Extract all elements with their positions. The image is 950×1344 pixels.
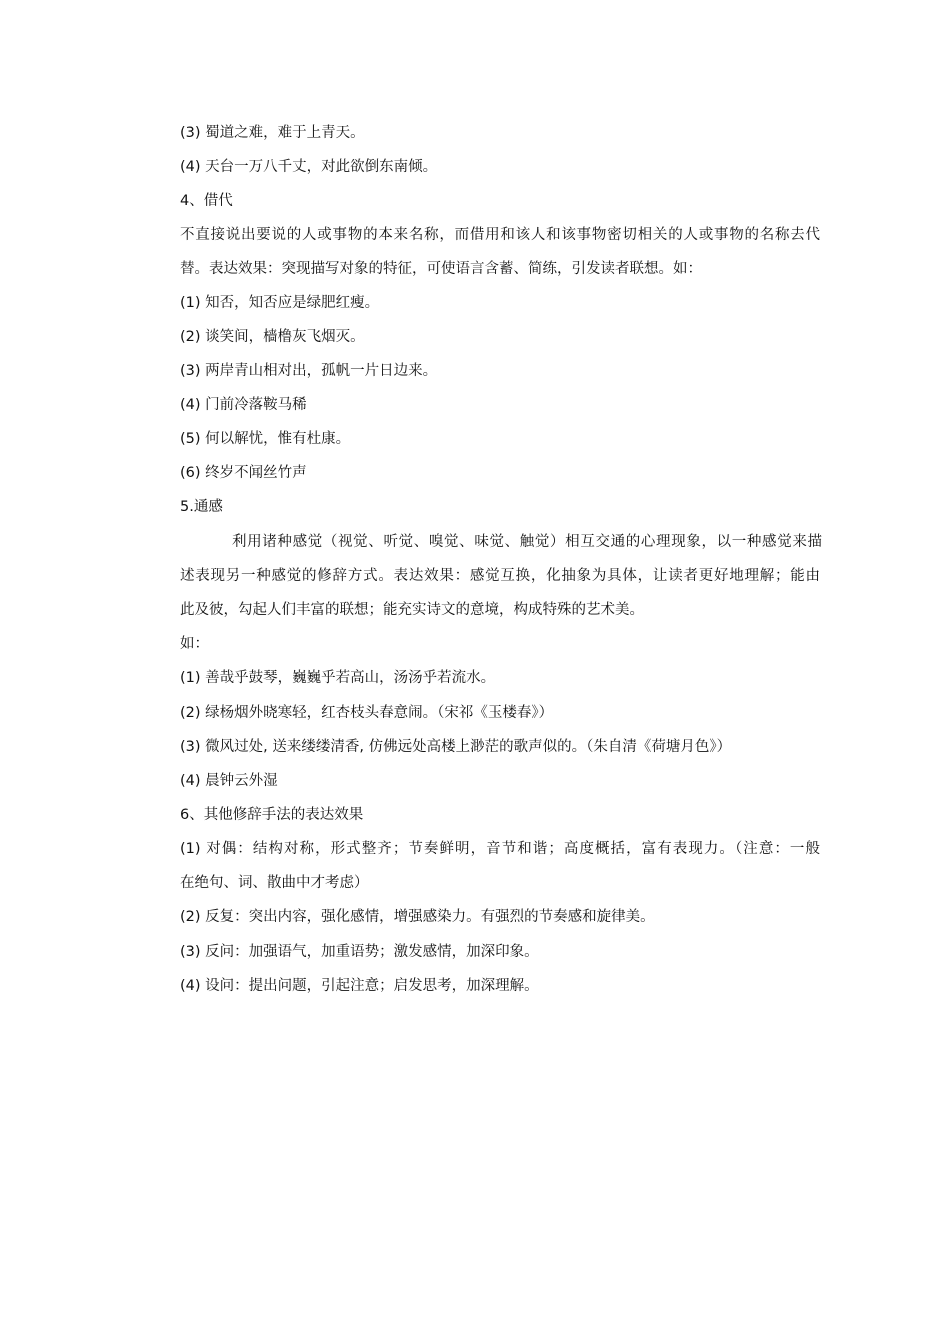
paragraph-line: 利用诸种感觉（视觉、听觉、嗅觉、味觉、触觉）相互交通的心理现象，以一种感觉来描 <box>232 534 822 550</box>
paragraph-line: 述表现另一种感觉的修辞方式。表达效果：感觉互换，化抽象为具体，让读者更好地理解；能由 <box>180 568 820 584</box>
paragraph-line: 替。表达效果：突现描写对象的特征，可使语言含蓄、简练，引发读者联想。如： <box>180 261 702 277</box>
example-line: (2) 谈笑间，樯橹灰飞烟灭。 <box>180 329 365 345</box>
list-line: (1) 对偶：结构对称，形式整齐；节奏鲜明，音节和谐；高度概括，富有表现力。（注意：一般 <box>180 841 820 857</box>
example-line: (4) 天台一万八千丈，对此欲倒东南倾。 <box>180 159 438 175</box>
example-line: (1) 善哉乎鼓琴，巍巍乎若高山，汤汤乎若流水。 <box>180 670 496 686</box>
section-heading: 4、借代 <box>180 193 233 209</box>
paragraph-line: 此及彼，勾起人们丰富的联想；能充实诗文的意境，构成特殊的艺术美。 <box>180 602 644 618</box>
example-line: (3) 蜀道之难，难于上青天。 <box>180 125 365 141</box>
section-heading: 5.通感 <box>180 499 223 515</box>
example-line: (4) 门前冷落鞍马稀 <box>180 397 307 413</box>
example-line: (2) 绿杨烟外晓寒轻，红杏枝头春意闹。（宋祁《玉楼春》） <box>180 705 554 721</box>
list-line: (2) 反复：突出内容，强化感情，增强感染力。有强烈的节奏感和旋律美。 <box>180 909 655 925</box>
example-line: (3) 微风过处, 送来缕缕清香, 仿佛远处高楼上渺茫的歌声似的。（朱自清《荷塘月色》） <box>180 739 732 755</box>
paragraph-line: 不直接说出要说的人或事物的本来名称，而借用和该人和该事物密切相关的人或事物的名称去代 <box>180 227 820 243</box>
example-line: (6) 终岁不闻丝竹声 <box>180 465 307 481</box>
example-line: (4) 晨钟云外湿 <box>180 773 278 789</box>
list-line: (3) 反问：加强语气，加重语势；激发感情，加深印象。 <box>180 944 539 960</box>
example-line: (1) 知否，知否应是绿肥红瘦。 <box>180 295 380 311</box>
example-line: (5) 何以解忧，惟有杜康。 <box>180 431 351 447</box>
paragraph-line: 如： <box>180 636 209 652</box>
example-line: (3) 两岸青山相对出，孤帆一片日边来。 <box>180 363 438 379</box>
list-line: 在绝句、词、散曲中才考虑） <box>180 875 369 891</box>
section-heading: 6、其他修辞手法的表达效果 <box>180 807 364 823</box>
list-line: (4) 设问：提出问题，引起注意；启发思考，加深理解。 <box>180 978 539 994</box>
